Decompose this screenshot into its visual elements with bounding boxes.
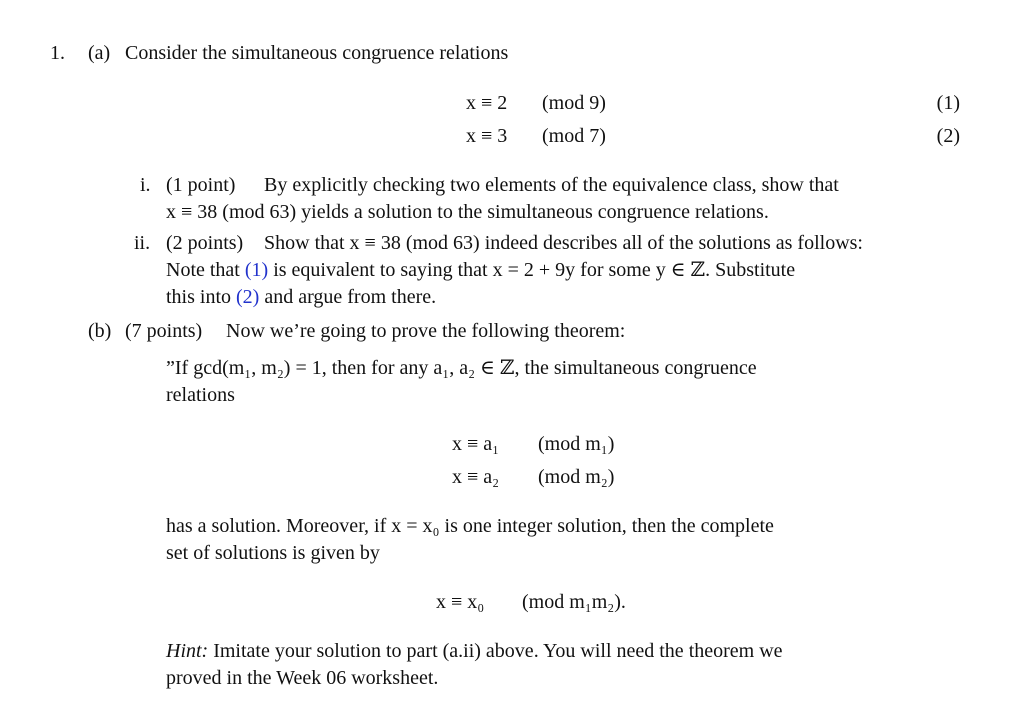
item-ii-line2-start: Note that: [166, 259, 240, 281]
problem-number: 1.: [50, 42, 65, 64]
item-ii-line3-end: and argue from there.: [264, 286, 437, 308]
item-ii-line3: [166, 284, 436, 310]
theorem-line1: ”If gcd(m₁, m₂) = 1, then for any a₁, a₂ ∈ ℤ, the simultaneous congruence: [166, 357, 757, 379]
equation-1-lhs: x ≡ 2: [466, 92, 508, 114]
equation-1-tag: (1): [936, 92, 960, 114]
equation-2-mod: (mod 7): [542, 125, 606, 147]
equation-ref-1[interactable]: (1): [244, 259, 269, 281]
after-line2: set of solutions is given by: [166, 542, 380, 564]
item-ii-line1: Show that x ≡ 38 (mod 63) indeed describes all of the solutions as follows:: [264, 232, 863, 254]
theorem-equation-2-lhs: x ≡ a₂: [452, 466, 500, 488]
item-ii-label: ii.: [134, 232, 151, 254]
hint-text-1: Imitate your solution to part (a.ii) above. You will need the theorem we: [213, 640, 783, 662]
part-b-points: (7 points): [125, 320, 203, 342]
item-i-line2: x ≡ 38 (mod 63) yields a solution to the simultaneous congruence relations.: [166, 201, 769, 223]
final-equation-lhs: x ≡ x₀: [436, 591, 485, 613]
part-a-intro: Consider the simultaneous congruence relations: [125, 42, 509, 64]
item-ii-line2-end: is equivalent to saying that x = 2 + 9y for some y ∈ ℤ. Substitute: [273, 259, 796, 281]
item-i-label: i.: [140, 174, 151, 196]
part-b-label: (b): [88, 320, 112, 342]
theorem-equation-2-mod: (mod m₂): [538, 466, 615, 488]
hint-line1: [166, 638, 783, 664]
theorem-line2: relations: [166, 384, 235, 406]
item-ii-line2: [166, 257, 795, 283]
theorem-equation-1-lhs: x ≡ a₁: [452, 433, 500, 455]
hint-label: Hint:: [166, 640, 209, 662]
part-a-label: (a): [88, 42, 111, 64]
item-i-points: (1 point): [166, 174, 236, 196]
equation-ref-2[interactable]: (2): [236, 286, 260, 308]
hint-line2: proved in the Week 06 worksheet.: [166, 667, 439, 689]
item-i-line1: By explicitly checking two elements of the equivalence class, show that: [264, 174, 839, 196]
part-b-intro: Now we’re going to prove the following theorem:: [226, 320, 626, 342]
item-ii-points: (2 points): [166, 232, 244, 254]
equation-2-tag: (2): [936, 125, 960, 147]
theorem-equation-1-mod: (mod m₁): [538, 433, 615, 455]
after-line1: has a solution. Moreover, if x = x₀ is one integer solution, then the complete: [166, 515, 774, 537]
final-equation-mod: (mod m₁m₂).: [522, 591, 626, 613]
equation-2-lhs: x ≡ 3: [466, 125, 508, 147]
equation-1-mod: (mod 9): [542, 92, 606, 114]
item-ii-line3-start: this into: [166, 286, 232, 308]
